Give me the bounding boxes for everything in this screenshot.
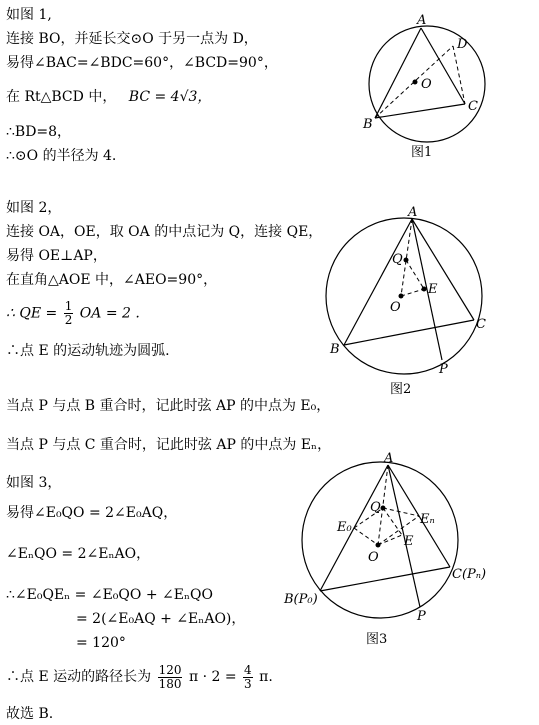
s1-line-6: ∴⊙O 的半径为 4.	[6, 148, 117, 164]
s3-path-length-text: ∴点 E 运动的路径长为	[6, 669, 152, 685]
fig3-segment-e0o	[354, 528, 378, 545]
fig3-label-o: O	[368, 550, 379, 565]
fig2-side-ab	[344, 219, 412, 345]
s3-line-6: ∴∠E₀QEₙ = ∠E₀QO + ∠EₙQO	[6, 587, 213, 603]
s3-frac2-den: 3	[244, 676, 252, 691]
fig2-side-ac	[412, 219, 474, 320]
fig2-chord-ap	[412, 219, 442, 360]
fig1-side-ab	[375, 28, 421, 118]
fig2-label-a: A	[408, 205, 418, 220]
s3-line-7: = 2(∠E₀AQ + ∠EₙAO)，	[76, 611, 246, 627]
fig3-label-e: E	[404, 534, 414, 549]
fig2-label-o: O	[390, 300, 401, 315]
fig2-point-o	[399, 294, 404, 299]
s3-fraction-angle	[158, 664, 183, 691]
fig2-segment-oe	[401, 289, 424, 296]
fig3-point-q	[381, 506, 386, 511]
fig3-label-en: Eₙ	[420, 512, 435, 527]
s3-line-4: 易得∠E₀QO = 2∠E₀AQ，	[6, 505, 178, 521]
s3-line-10: 故选 B.	[6, 706, 54, 722]
s3-frac1-num: 120	[158, 662, 182, 677]
s1-line-5: ∴BD=8，	[6, 124, 72, 140]
fig3-side-bc	[320, 567, 450, 591]
s1-line-2: 连接 BO，并延长交⊙O 于另一点为 D，	[6, 31, 258, 47]
fig3-label-q: Q	[370, 500, 381, 515]
s2-qe-label: ∴ QE =	[6, 305, 58, 322]
s1-line-4a: 在 Rt△BCD 中，	[6, 89, 117, 105]
s2-line-2: 连接 OA，OE，取 OA 的中点记为 Q，连接 QE，	[6, 224, 323, 240]
fig2-caption: 图2	[390, 382, 412, 397]
s2-line-1: 如图 2，	[6, 200, 62, 216]
s2-frac-num: 1	[64, 299, 73, 313]
fig1-label-c: C	[468, 99, 478, 114]
s3-line-5: ∠EₙQO = 2∠EₙAO，	[6, 546, 151, 562]
fig3-label-e0: E₀	[337, 520, 352, 535]
s1-line-4	[6, 88, 211, 106]
fig1-label-b: B	[363, 117, 373, 132]
fig2-label-p: P	[439, 362, 448, 377]
fig1-center-dot	[413, 80, 418, 85]
s3-line-3: 如图 3，	[6, 475, 62, 491]
s3-line-8: = 120°	[76, 635, 126, 651]
fig3-point-o	[376, 543, 381, 548]
fig1-label-a: A	[417, 13, 427, 28]
s3-pi-end: π.	[259, 669, 273, 685]
fig1-caption: 图1	[411, 145, 433, 160]
fig3-caption: 图3	[366, 632, 388, 647]
fig3-label-a: A	[384, 451, 394, 466]
fig3-circle	[302, 462, 458, 618]
fig2-side-bc	[344, 320, 474, 345]
s1-line-1: 如图 1,	[6, 7, 52, 23]
figure-3	[284, 453, 504, 653]
fig2-label-q: Q	[392, 252, 403, 267]
figure-1	[355, 12, 505, 162]
s3-frac2-num: 4	[244, 662, 252, 677]
s3-line-2: 当点 P 与点 C 重合时，记此时弦 AP 的中点为 Eₙ，	[6, 437, 332, 453]
s1-line-3: 易得∠BAC=∠BDC=60°，∠BCD=90°，	[6, 55, 278, 71]
s2-line-4: 在直角△AOE 中，∠AEO=90°，	[6, 272, 218, 288]
fig2-point-e	[422, 287, 427, 292]
figure-2	[322, 205, 497, 400]
s1-bc-value: BC = 4√3，	[128, 89, 212, 105]
s2-frac-den: 2	[64, 313, 73, 327]
fig1-label-o: O	[421, 77, 432, 92]
fig2-point-q	[404, 258, 409, 263]
s3-frac1-den: 180	[158, 676, 182, 691]
s2-line-3: 易得 OE⊥AP，	[6, 248, 107, 264]
s2-line-5	[6, 300, 140, 327]
s3-pi-times-two: π · 2 =	[188, 669, 237, 685]
s2-line-6: ∴点 E 的运动轨迹为圆弧.	[6, 343, 170, 359]
fig2-label-c: C	[476, 317, 486, 332]
fig3-label-p: P	[417, 609, 426, 624]
fig2-label-b: B	[330, 342, 340, 357]
s2-fraction-half	[64, 300, 74, 327]
fig3-label-b: B(P₀)	[284, 592, 318, 607]
fig1-label-d: D	[457, 37, 468, 52]
s3-line-1: 当点 P 与点 B 重合时，记此时弦 AP 的中点为 E₀，	[6, 398, 331, 414]
s2-oa-value: OA = 2 .	[79, 305, 140, 322]
fig1-line-dc	[453, 46, 465, 104]
s3-line-9	[6, 662, 273, 692]
fig3-label-c: C(Pₙ)	[452, 567, 487, 582]
fig2-label-e: E	[428, 282, 438, 297]
fig3-segment-qen	[383, 508, 419, 516]
s3-fraction-result	[243, 664, 253, 691]
